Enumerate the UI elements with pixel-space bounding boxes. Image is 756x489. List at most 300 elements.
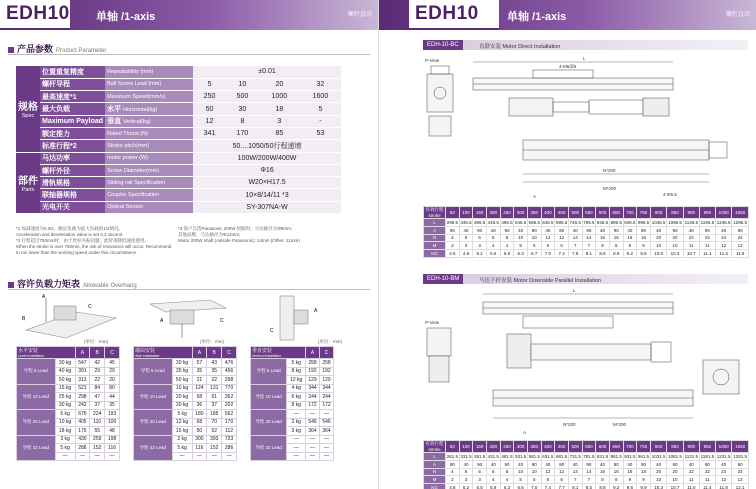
- stroke-row-label: M: [424, 476, 446, 484]
- load-table-title: [17, 347, 76, 359]
- stroke-value: 900: [683, 441, 699, 453]
- stroke-cell: 90: [699, 460, 715, 468]
- stroke-cell: 281.5: [446, 453, 458, 459]
- load-cell: 224: [90, 410, 105, 419]
- param-value: 20: [259, 78, 300, 90]
- stroke-cell: 931.5: [624, 453, 636, 459]
- stroke-cell: 40: [683, 226, 699, 234]
- param-name-en: [105, 140, 193, 152]
- stroke-cell: 581.5: [528, 453, 540, 459]
- load-cell: —: [172, 452, 192, 461]
- load-cell: 110: [90, 418, 105, 427]
- load-cell: 175: [75, 427, 90, 436]
- stroke-cell: 5: [527, 476, 541, 484]
- stroke-row-label: L: [424, 219, 446, 227]
- load-cell: 242: [75, 401, 90, 410]
- stroke-row: [424, 468, 749, 476]
- load-cell: 15 kg: [55, 384, 75, 393]
- load-cell: 10 kg: [172, 384, 192, 393]
- overhang-heading: 容许负载力矩表 Allowable Overhang: [8, 277, 137, 290]
- load-cell: 50 kg: [172, 376, 192, 385]
- stroke-cell: 12: [541, 468, 555, 476]
- svg-text:L: L: [573, 288, 576, 293]
- stroke-cell: 9.6: [637, 250, 651, 258]
- stroke-cell: 40: [541, 460, 555, 468]
- load-title-en: Level Installation: [18, 354, 45, 358]
- note-right: *3 客户自选Panasonic 200W 伺服时，马达轴径为Φ8mm; 其他品牌，马达轴径为Φ14mm; Motor 200W shaft (outside Panasonic): 14mm (Other: 11mm): [178, 226, 300, 243]
- stroke-cell: 10.3: [667, 250, 683, 258]
- stroke-cell: 8: [609, 242, 623, 250]
- stroke-value: 50: [446, 441, 460, 453]
- stroke-cell: 9.2: [609, 484, 623, 489]
- param-name: 额定推力: [40, 127, 105, 139]
- load-cell: 15 kg: [172, 427, 192, 436]
- stroke-cell: 40: [715, 226, 731, 234]
- stroke-cell: 14: [582, 234, 596, 242]
- stroke-cell: 831.5: [596, 453, 609, 459]
- param-value: 53: [300, 127, 341, 139]
- load-title-cn: 垂直安装: [252, 348, 273, 354]
- load-cell: 298: [222, 376, 237, 385]
- param-sub-label: 水平: [107, 106, 122, 114]
- stroke-cell: 396.5: [474, 219, 486, 225]
- stroke-cell: 20: [650, 234, 666, 242]
- square-icon: [8, 47, 14, 53]
- stroke-cell: 531.5: [514, 453, 527, 459]
- lead-cell: 导程 20 Lead: [251, 410, 287, 436]
- stroke-cell: 4.5: [446, 250, 460, 258]
- load-cell: 37: [207, 401, 222, 410]
- stroke-cell: 8.8: [596, 484, 610, 489]
- load-cell: 22: [90, 376, 105, 385]
- stroke-cell: 1046.5: [651, 219, 666, 225]
- stroke-cell: 16: [596, 234, 610, 242]
- stroke-cell: 7: [582, 242, 596, 250]
- load-row: [17, 410, 120, 419]
- stroke-cell: 16: [609, 234, 623, 242]
- stroke-value: 150: [473, 441, 487, 453]
- unit-label-3: (单位：mm): [318, 339, 342, 344]
- stroke-cell: 20: [667, 468, 683, 476]
- param-value: 1600: [300, 91, 341, 103]
- stroke-cell: 1246.5: [716, 219, 731, 225]
- stroke-cell: 9.6: [623, 484, 637, 489]
- stroke-cell: 90: [555, 226, 569, 234]
- stroke-cell: 846.5: [596, 219, 609, 225]
- right-page: [378, 0, 756, 489]
- bc-caption: 直联安装 Motor Direct Installation: [479, 44, 561, 50]
- stroke-cell: 11: [683, 476, 699, 484]
- model-title: EDH10: [6, 3, 70, 24]
- stroke-cell: 5.6: [486, 250, 500, 258]
- load-cell: 5 kg: [55, 444, 75, 453]
- stroke-row: [424, 226, 749, 234]
- stroke-value: 250: [500, 207, 514, 219]
- stroke-cell: 14: [568, 468, 582, 476]
- stroke-cell: 8.5: [582, 484, 596, 489]
- load-cell: 42: [90, 359, 105, 368]
- stroke-row-label: KG: [424, 484, 446, 489]
- stroke-cell: 14: [582, 468, 596, 476]
- stroke-value: 850: [667, 207, 683, 219]
- stroke-value: 300: [514, 441, 528, 453]
- stroke-cell: 7: [568, 476, 582, 484]
- stroke-cell: 9.2: [623, 250, 637, 258]
- group-spec-label: 规格: [18, 102, 38, 114]
- stroke-cell: 11: [699, 476, 715, 484]
- load-title-en: Vertical Installation: [252, 354, 282, 358]
- svg-text:M*200: M*200: [613, 422, 627, 427]
- param-en-text: motor power (W): [107, 155, 149, 162]
- param-name-en: [105, 91, 193, 103]
- stroke-cell: 11.4: [715, 250, 731, 258]
- load-cell: 43: [207, 359, 222, 368]
- stroke-cell: 8.1: [568, 484, 582, 489]
- unit-label-2: (单位：mm): [200, 339, 224, 344]
- stroke-cell: 8.1: [582, 250, 596, 258]
- group-parts-cell: [16, 152, 40, 213]
- stroke-cell: 3: [473, 242, 487, 250]
- load-cell: —: [306, 444, 320, 453]
- param-name: 光电开关: [40, 201, 105, 213]
- load-cell: 723: [222, 435, 237, 444]
- bm-stroke-table: [423, 440, 749, 489]
- stroke-value: 500: [568, 207, 582, 219]
- svg-text:A: A: [314, 308, 318, 314]
- stroke-value: 1000: [715, 207, 731, 219]
- load-cell: 29: [105, 367, 120, 376]
- load-cell: 258: [320, 359, 334, 368]
- load-col-header: A: [75, 347, 90, 359]
- load-cell: —: [105, 452, 120, 461]
- load-cell: 100: [105, 418, 120, 427]
- stroke-cell: 6: [555, 476, 569, 484]
- load-cell: 57: [192, 359, 207, 368]
- stroke-cell: 681.5: [555, 453, 568, 459]
- svg-text:4-M5深6: 4-M5深6: [559, 64, 577, 69]
- param-value: 100W/200W/400W: [193, 152, 341, 164]
- load-cell: 286: [222, 444, 237, 453]
- stroke-value: 200: [486, 441, 500, 453]
- load-cell: 562: [222, 410, 237, 419]
- stroke-cell: 8.9: [609, 250, 623, 258]
- load-cell: 344: [320, 384, 334, 393]
- stroke-cell: 10.3: [650, 484, 666, 489]
- stroke-value: 650: [609, 207, 623, 219]
- bc-drawing: [423, 52, 749, 202]
- stroke-cell: 40: [459, 460, 473, 468]
- stroke-value: 550: [582, 441, 596, 453]
- load-cell: 68: [192, 418, 207, 427]
- load-cell: 198: [105, 435, 120, 444]
- param-en-text: Horizontal(kg): [123, 107, 158, 114]
- stroke-row-label: A: [424, 226, 446, 234]
- stroke-cell: 22: [683, 468, 699, 476]
- load-row: [251, 359, 334, 368]
- group-spec-en: Spec: [21, 113, 35, 120]
- stroke-cell: 9.9: [637, 484, 651, 489]
- stroke-cell: 796.5: [583, 219, 595, 225]
- load-cell: —: [222, 452, 237, 461]
- stroke-cell: 646.5: [542, 219, 554, 225]
- load-cell: 362: [222, 393, 237, 402]
- stroke-row: [424, 219, 749, 227]
- load-cell: 476: [222, 359, 237, 368]
- stroke-value: 1000: [715, 441, 731, 453]
- load-cell: 393: [207, 435, 222, 444]
- load-cell: 30 kg: [55, 401, 75, 410]
- stroke-value: 200: [486, 207, 500, 219]
- stroke-cell: 381.5: [474, 453, 486, 459]
- stroke-cell: 12: [715, 476, 731, 484]
- stroke-cell: 18: [637, 468, 651, 476]
- lead-cell: 导程 5 Lead: [17, 359, 56, 385]
- group-parts-en: Parts: [21, 187, 35, 194]
- stroke-header-row: [424, 207, 749, 219]
- stroke-cell: 11.8: [732, 250, 749, 258]
- divider: [8, 289, 370, 290]
- param-value: 10: [226, 78, 259, 90]
- load-cell: —: [320, 452, 334, 461]
- param-value: 8: [226, 115, 259, 127]
- stroke-cell: 18: [623, 234, 637, 242]
- stroke-cell: 11.8: [715, 484, 731, 489]
- stroke-value: 600: [596, 207, 610, 219]
- square-icon: [8, 282, 14, 288]
- stroke-cell: 18: [623, 468, 637, 476]
- param-name: 联轴器规格: [40, 189, 105, 201]
- wall-load-table: [133, 346, 237, 461]
- param-value: 3: [259, 115, 300, 127]
- load-cell: 8 kg: [287, 367, 306, 376]
- stroke-cell: 10: [650, 242, 666, 250]
- stroke-row: [424, 460, 749, 468]
- stroke-row: [424, 484, 749, 489]
- stroke-cell: 24: [715, 468, 731, 476]
- load-cell: 192: [320, 367, 334, 376]
- stroke-cell: 6: [473, 468, 487, 476]
- stroke-row-label: N: [424, 468, 446, 476]
- load-cell: 546: [306, 418, 320, 427]
- lead-cell: 导程 5 Lead: [251, 359, 287, 385]
- stroke-cell: 1281.5: [733, 453, 748, 459]
- stroke-cell: 6: [555, 242, 569, 250]
- svg-text:A: A: [42, 294, 46, 300]
- stroke-value: 800: [650, 207, 666, 219]
- load-cell: 192: [306, 367, 320, 376]
- stroke-cell: 40: [486, 226, 500, 234]
- load-cell: 70: [207, 418, 222, 427]
- stroke-cell: 8: [609, 476, 623, 484]
- load-col-header: A: [306, 347, 320, 359]
- param-value: 32: [300, 78, 341, 90]
- stroke-value: 800: [650, 441, 666, 453]
- svg-text:P-View: P-View: [425, 58, 440, 63]
- stroke-cell: 431.5: [487, 453, 499, 459]
- load-cell: 546: [320, 418, 334, 427]
- stroke-row: [424, 453, 749, 461]
- stroke-cell: 12: [555, 468, 569, 476]
- stroke-cell: 90: [637, 226, 651, 234]
- stroke-cell: 731.5: [569, 453, 581, 459]
- stroke-cell: 631.5: [542, 453, 554, 459]
- load-cell: 35: [105, 401, 120, 410]
- stroke-cell: 5.5: [473, 484, 487, 489]
- load-col-header: B: [207, 347, 222, 359]
- stroke-cell: 22: [699, 234, 715, 242]
- load-cell: —: [320, 435, 334, 444]
- load-cell: 37: [90, 401, 105, 410]
- param-table: [16, 66, 341, 214]
- stroke-cell: 896.5: [610, 219, 622, 225]
- stroke-value: 700: [623, 441, 637, 453]
- load-cell: 55: [90, 427, 105, 436]
- vertical-load-table: [250, 346, 334, 461]
- stroke-cell: 596.5: [528, 219, 540, 225]
- stroke-value: 400: [541, 207, 555, 219]
- param-value: W20×H17.5: [193, 177, 341, 189]
- load-cell: 172: [306, 401, 320, 410]
- stroke-cell: 40: [650, 460, 666, 468]
- load-cell: 288: [75, 444, 90, 453]
- stroke-cell: 1296.5: [733, 219, 748, 225]
- stroke-value: 450: [555, 441, 569, 453]
- svg-text:N*200: N*200: [563, 422, 576, 427]
- stroke-row-label: L: [424, 453, 446, 461]
- param-name-en: [105, 164, 193, 176]
- stroke-row: [424, 234, 749, 242]
- stroke-cell: 2: [446, 476, 460, 484]
- stroke-cell: 90: [527, 460, 541, 468]
- load-cell: 344: [306, 384, 320, 393]
- stroke-header-label: 有效行程 stroke: [425, 207, 444, 218]
- stroke-cell: 10: [650, 476, 666, 484]
- load-row: [134, 359, 237, 368]
- load-cell: 244: [320, 393, 334, 402]
- stroke-row-label: M: [424, 242, 446, 250]
- stroke-cell: 6.3: [514, 250, 528, 258]
- stroke-cell: 90: [473, 460, 487, 468]
- load-cell: —: [306, 410, 320, 419]
- load-cell: 50 kg: [55, 376, 75, 385]
- param-name: 最高速度*1: [40, 91, 105, 103]
- load-cell: 129: [320, 376, 334, 385]
- stroke-cell: 6.6: [514, 484, 528, 489]
- param-name-en: [105, 152, 193, 164]
- stroke-cell: 90: [555, 460, 569, 468]
- stroke-cell: 4: [446, 468, 460, 476]
- stroke-cell: 1096.5: [668, 219, 682, 225]
- param-en-text: Optical Sensor: [107, 204, 144, 211]
- load-cell: 2 kg: [172, 435, 192, 444]
- stroke-value: 50: [446, 207, 460, 219]
- stroke-cell: 18: [637, 234, 651, 242]
- stroke-cell: 14: [568, 234, 582, 242]
- load-cell: 112: [222, 427, 237, 436]
- stroke-cell: 5: [527, 242, 541, 250]
- stroke-value: 100: [459, 207, 473, 219]
- bc-stroke-table: [423, 206, 749, 258]
- param-en-text: Vertical(kg): [123, 119, 151, 126]
- load-col-header: C: [222, 347, 237, 359]
- load-cell: 364: [320, 427, 334, 436]
- param-value: ±0.01: [193, 66, 341, 78]
- stroke-cell: 1181.5: [700, 453, 715, 459]
- stroke-cell: 6: [541, 476, 555, 484]
- load-cell: 259: [90, 435, 105, 444]
- param-value: 50....1050/50行程递增: [193, 140, 341, 152]
- param-name: 位置重复精度: [40, 66, 105, 78]
- load-cell: 172: [320, 401, 334, 410]
- stroke-cell: 6: [541, 242, 555, 250]
- stroke-cell: 8: [500, 234, 514, 242]
- stroke-cell: 496.5: [501, 219, 513, 225]
- param-en-text: Screw Diameter(mm): [107, 167, 160, 174]
- stroke-cell: 1146.5: [684, 219, 698, 225]
- lead-cell: 导程 10 Lead: [251, 384, 287, 410]
- load-row: [134, 384, 237, 393]
- bm-section-bar: [423, 274, 748, 284]
- stroke-cell: 1131.5: [684, 453, 698, 459]
- stroke-cell: 22: [699, 468, 715, 476]
- stroke-cell: 11.1: [699, 250, 715, 258]
- wall-install-figure: [130, 292, 240, 342]
- load-cell: 313: [75, 376, 90, 385]
- stroke-cell: 7: [568, 242, 582, 250]
- param-en-text: Rated Thrust (N): [107, 130, 148, 137]
- load-cell: 152: [207, 444, 222, 453]
- param-name: 滑轨规格: [40, 177, 105, 189]
- stroke-cell: 11: [683, 242, 699, 250]
- param-value: SY-307NA-W: [193, 201, 341, 213]
- stroke-cell: 20: [667, 234, 683, 242]
- product-params-heading: 产品参数 Product Parameter: [8, 42, 106, 55]
- param-name: 标准行程*2: [40, 140, 105, 152]
- load-cell: —: [306, 452, 320, 461]
- stroke-cell: 3: [473, 476, 487, 484]
- stroke-cell: 5.9: [500, 250, 514, 258]
- group-parts-label: 部件: [18, 176, 38, 188]
- load-cell: 18 kg: [55, 427, 75, 436]
- param-name: 最大负载: [40, 103, 105, 115]
- right-banner: [379, 0, 756, 30]
- stroke-cell: 6.3: [500, 484, 514, 489]
- param-row: [16, 177, 341, 189]
- stroke-cell: 90: [609, 460, 623, 468]
- svg-text:A: A: [523, 430, 527, 435]
- load-row: [17, 359, 120, 368]
- load-cell: —: [55, 452, 75, 461]
- load-cell: 675: [75, 410, 90, 419]
- stroke-cell: 40: [486, 460, 500, 468]
- stroke-cell: 11: [699, 242, 715, 250]
- load-cell: —: [287, 444, 306, 453]
- param-name-en: [105, 177, 193, 189]
- load-cell: 456: [222, 367, 237, 376]
- load-cell: 30 kg: [172, 359, 192, 368]
- stroke-cell: 40: [683, 460, 699, 468]
- stroke-cell: 981.5: [637, 453, 650, 459]
- stroke-value: 100: [459, 441, 473, 453]
- param-value: 1000: [259, 91, 300, 103]
- stroke-cell: 12: [732, 476, 749, 484]
- axis-label: 单轴 /1-axis: [96, 11, 156, 23]
- load-cell: 12 kg: [172, 418, 192, 427]
- stroke-cell: 7.0: [541, 250, 555, 258]
- stroke-cell: 8: [486, 234, 500, 242]
- load-table-title: [134, 347, 193, 359]
- unit-label-1: (单位：mm): [84, 339, 108, 344]
